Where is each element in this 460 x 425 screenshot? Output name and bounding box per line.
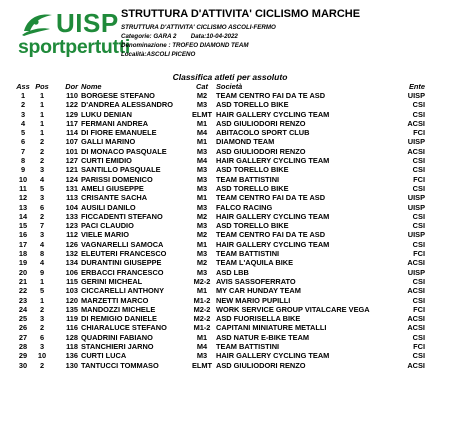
cell-nome: DI FIORE EMANUELE — [81, 128, 157, 138]
cell-nome: ERBACCI FRANCESCO — [81, 267, 164, 277]
col-societa: Società — [216, 82, 243, 91]
cell-ass: 21 — [18, 276, 28, 286]
cell-ass: 4 — [20, 118, 26, 128]
cell-ente: FCI — [413, 342, 425, 352]
cell-cat: M4 — [196, 128, 208, 138]
cell-pos: 3 — [39, 342, 45, 352]
cell-ente: ACSI — [407, 323, 425, 333]
cell-ass: 16 — [18, 230, 28, 240]
cell-dor: 117 — [66, 118, 78, 128]
col-ass: Ass — [16, 82, 30, 91]
classifica-title: Classifica atleti per assoluto — [172, 72, 288, 82]
cell-pos: 1 — [39, 100, 45, 110]
cell-ass: 23 — [18, 295, 28, 305]
cell-cat: M2 — [196, 211, 208, 221]
cell-cat: M2-2 — [193, 304, 211, 314]
cell-nome: STANCHIERI JARNO — [81, 342, 154, 352]
cell-cat: M3 — [196, 183, 208, 193]
cell-soc: TEAM CENTRO FAI DA TE ASD — [216, 230, 326, 240]
logo-uisp-text: UISP — [56, 8, 119, 38]
cell-cat: M2-2 — [193, 276, 211, 286]
table-row — [14, 156, 425, 165]
cell-ass: 29 — [18, 351, 28, 361]
cell-nome: VIELE MARIO — [81, 230, 130, 240]
cell-ass: 25 — [18, 314, 28, 324]
cell-pos: 1 — [39, 118, 45, 128]
cell-ente: CSI — [412, 100, 425, 110]
cell-soc: ASD FUORISELLA BIKE — [216, 314, 301, 324]
table-row — [14, 268, 425, 277]
header-data: Data:10-04-2022 — [190, 33, 238, 40]
cell-ass: 20 — [18, 267, 28, 277]
cell-soc: FALCO RACING — [216, 202, 273, 212]
cell-ente: FCI — [413, 128, 425, 138]
cell-ass: 22 — [18, 286, 28, 296]
cell-nome: MARZETTI MARCO — [81, 295, 149, 305]
cell-pos: 2 — [39, 211, 45, 221]
cell-soc: TEAM BATTISTINI — [216, 249, 280, 259]
cell-dor: 103 — [65, 286, 78, 296]
cell-cat: M3 — [196, 165, 208, 175]
cell-pos: 2 — [39, 323, 45, 333]
cell-cat: M3 — [196, 100, 208, 110]
cell-cat: M2 — [196, 230, 208, 240]
cell-cat: M3 — [196, 249, 208, 259]
cell-soc: ASD TORELLO BIKE — [216, 183, 289, 193]
header-denominazione: Denominazione : TROFEO DIAMOND TEAM — [121, 42, 249, 49]
cell-ente: UISP — [407, 267, 425, 277]
cell-nome: CURTI LUCA — [81, 351, 127, 361]
cell-dor: 115 — [66, 276, 78, 286]
uisp-emblem-icon — [20, 11, 54, 37]
cell-soc: MY CAR HUNDAY TEAM — [216, 286, 301, 296]
cell-soc: ASD TORELLO BIKE — [216, 100, 289, 110]
cell-pos: 5 — [39, 286, 45, 296]
cell-soc: ASD GIULIODORI RENZO — [216, 360, 306, 370]
cell-ass: 14 — [18, 211, 28, 221]
cell-ente: ACSI — [407, 314, 425, 324]
cell-nome: QUADRINI FABIANO — [81, 332, 153, 342]
cell-cat: M2 — [196, 91, 208, 100]
cell-dor: 101 — [65, 146, 78, 156]
cell-dor: 132 — [65, 249, 78, 259]
cell-pos: 8 — [39, 249, 45, 259]
cell-ass: 27 — [18, 332, 28, 342]
cell-ass: 18 — [18, 249, 28, 259]
cell-ente: UISP — [407, 193, 425, 203]
table-row — [14, 193, 425, 202]
cell-nome: CICCARELLI ANTHONY — [81, 286, 165, 296]
col-ente: Ente — [408, 82, 425, 91]
table-row — [14, 203, 425, 212]
cell-soc: ASD GIULIODORI RENZO — [216, 146, 306, 156]
cell-nome: PACI CLAUDIO — [81, 221, 134, 231]
table-row — [14, 351, 425, 360]
cell-nome: D'ANDREA ALESSANDRO — [81, 100, 173, 110]
header-title: STRUTTURA D'ATTIVITA' CICLISMO MARCHE — [121, 8, 361, 20]
cell-cat: M4 — [196, 156, 208, 166]
classifica-table — [14, 83, 425, 370]
cell-soc: DIAMOND TEAM — [216, 137, 275, 147]
col-nome: Nome — [81, 82, 102, 91]
table-row — [14, 258, 425, 267]
header-categoria-row — [121, 33, 238, 40]
col-pos: Pos — [35, 82, 49, 91]
cell-ente: CSI — [412, 165, 425, 175]
cell-dor: 136 — [65, 351, 78, 361]
cell-soc: ASD NATUR E-BIKE TEAM — [216, 332, 310, 342]
col-cat: Cat — [196, 82, 208, 91]
cell-dor: 113 — [66, 193, 78, 203]
cell-soc: WORK SERVICE GROUP VITALCARE VEGA — [216, 304, 370, 314]
cell-dor: 129 — [65, 109, 78, 119]
cell-ente: CSI — [412, 109, 425, 119]
cell-pos: 2 — [39, 137, 45, 147]
col-dor: Dor — [65, 82, 78, 91]
cell-cat: M1 — [196, 332, 208, 342]
cell-cat: M3 — [196, 351, 208, 361]
cell-nome: AMELI GIUSEPPE — [81, 183, 144, 193]
table-header-row — [14, 83, 425, 91]
table-row — [14, 147, 425, 156]
cell-ente: CSI — [412, 156, 425, 166]
cell-ente: CSI — [412, 221, 425, 231]
cell-soc: TEAM BATTISTINI — [216, 342, 280, 352]
cell-dor: 114 — [66, 128, 78, 138]
header-localita: Località:ASCOLI PICENO — [121, 51, 196, 58]
cell-ente: CSI — [412, 351, 425, 361]
cell-dor: 127 — [65, 156, 78, 166]
cell-cat: M3 — [196, 202, 208, 212]
table-row — [14, 137, 425, 146]
cell-dor: 126 — [65, 239, 78, 249]
cell-dor: 135 — [65, 304, 78, 314]
cell-nome: DI MONACO PASQUALE — [81, 146, 167, 156]
cell-pos: 7 — [39, 221, 45, 231]
cell-pos: 3 — [39, 165, 45, 175]
cell-ass: 1 — [20, 91, 26, 100]
cell-ass: 8 — [20, 156, 26, 166]
cell-cat: M2 — [196, 258, 208, 268]
table-row — [14, 286, 425, 295]
cell-cat: M1-2 — [193, 295, 211, 305]
cell-pos: 1 — [39, 295, 45, 305]
uisp-logo — [18, 8, 131, 59]
cell-ass: 17 — [18, 239, 28, 249]
cell-dor: 110 — [66, 91, 78, 100]
cell-ente: UISP — [407, 230, 425, 240]
cell-cat: M1 — [196, 137, 208, 147]
cell-nome: LUKU DENIAN — [81, 109, 132, 119]
cell-dor: 104 — [65, 202, 78, 212]
table-row — [14, 175, 425, 184]
cell-nome: ELEUTERI FRANCESCO — [81, 249, 167, 259]
cell-ente: FCI — [413, 249, 425, 259]
table-row — [14, 91, 425, 100]
cell-ass: 12 — [18, 193, 28, 203]
table-row — [14, 296, 425, 305]
cell-nome: TANTUCCI TOMMASO — [81, 360, 159, 370]
table-row — [14, 305, 425, 314]
table-row — [14, 361, 425, 370]
cell-ente: ACSI — [407, 146, 425, 156]
table-row — [14, 221, 425, 230]
cell-nome: DI REMIGIO DANIELE — [81, 314, 157, 324]
cell-dor: 128 — [65, 332, 78, 342]
cell-nome: VAGNARELLI SAMOCA — [81, 239, 164, 249]
cell-dor: 134 — [65, 258, 78, 268]
table-row — [14, 119, 425, 128]
cell-ente: UISP — [407, 137, 425, 147]
cell-pos: 1 — [39, 109, 45, 119]
cell-cat: M3 — [196, 221, 208, 231]
cell-pos: 3 — [39, 314, 45, 324]
table-row — [14, 323, 425, 332]
cell-cat: M1 — [196, 118, 208, 128]
cell-pos: 4 — [39, 174, 45, 184]
table-row — [14, 277, 425, 286]
cell-soc: TEAM CENTRO FAI DA TE ASD — [216, 193, 326, 203]
cell-ass: 9 — [20, 165, 26, 175]
cell-soc: ASD TORELLO BIKE — [216, 221, 289, 231]
cell-soc: TEAM BATTISTINI — [216, 174, 280, 184]
cell-soc: ASD TORELLO BIKE — [216, 165, 289, 175]
cell-ass: 5 — [20, 128, 26, 138]
cell-cat: M2-2 — [193, 314, 211, 324]
cell-nome: PARISSI DOMENICO — [81, 174, 153, 184]
cell-ass: 13 — [18, 202, 28, 212]
cell-pos: 5 — [39, 183, 45, 193]
cell-ass: 26 — [18, 323, 28, 333]
cell-pos: 2 — [39, 360, 45, 370]
cell-dor: 130 — [65, 360, 78, 370]
cell-pos: 9 — [39, 267, 45, 277]
cell-ente: CSI — [412, 239, 425, 249]
cell-ass: 6 — [20, 137, 26, 147]
cell-soc: HAIR GALLERY CYCLING TEAM — [216, 351, 330, 361]
cell-pos: 6 — [39, 332, 45, 342]
cell-pos: 1 — [39, 276, 45, 286]
cell-ente: ACSI — [407, 258, 425, 268]
cell-ente: UISP — [407, 91, 425, 100]
cell-pos: 2 — [39, 156, 45, 166]
cell-pos: 2 — [39, 304, 45, 314]
cell-dor: 106 — [65, 267, 78, 277]
cell-nome: BORGESE STEFANO — [81, 91, 155, 100]
table-row — [14, 184, 425, 193]
header-categorie: Categorie: GARA 2 — [121, 33, 177, 40]
cell-ass: 24 — [18, 304, 28, 314]
cell-pos: 3 — [39, 193, 45, 203]
cell-cat: M1-2 — [193, 323, 211, 333]
table-row — [14, 333, 425, 342]
cell-cat: M3 — [196, 146, 208, 156]
cell-ass: 15 — [18, 221, 28, 231]
cell-nome: AUSILI DANILO — [81, 202, 136, 212]
cell-ente: CSI — [412, 211, 425, 221]
cell-ente: ACSI — [407, 360, 425, 370]
cell-nome: SANTILLO PASQUALE — [81, 165, 161, 175]
cell-ass: 10 — [18, 174, 28, 184]
cell-nome: CURTI EMIDIO — [81, 156, 132, 166]
cell-ente: UISP — [407, 202, 425, 212]
cell-ass: 11 — [19, 183, 27, 193]
table-row — [14, 165, 425, 174]
cell-ass: 3 — [20, 109, 26, 119]
cell-dor: 122 — [65, 100, 78, 110]
cell-nome: FERMANI ANDREA — [81, 118, 149, 128]
cell-cat: M4 — [196, 342, 208, 352]
cell-dor: 133 — [65, 211, 78, 221]
cell-dor: 131 — [65, 183, 78, 193]
cell-soc: TEAM CENTRO FAI DA TE ASD — [216, 91, 326, 100]
cell-nome: CHIARALUCE STEFANO — [81, 323, 167, 333]
header-struttura: STRUTTURA D'ATTIVITA' CICLISMO ASCOLI-FERMO — [121, 24, 276, 31]
cell-pos: 3 — [39, 230, 45, 240]
table-row — [14, 240, 425, 249]
cell-nome: CRISANTE SACHA — [81, 193, 148, 203]
cell-soc: TEAM L'AQUILA BIKE — [216, 258, 294, 268]
cell-cat: M3 — [196, 267, 208, 277]
cell-pos: 2 — [39, 146, 45, 156]
table-row — [14, 230, 425, 239]
cell-dor: 119 — [66, 314, 78, 324]
cell-pos: 4 — [39, 239, 45, 249]
cell-soc: ABITACOLO SPORT CLUB — [216, 128, 310, 138]
cell-ente: CSI — [412, 183, 425, 193]
cell-dor: 124 — [65, 174, 78, 184]
cell-soc: NEW MARIO PUPILLI — [216, 295, 291, 305]
cell-soc: AVIS SASSOFERRATO — [216, 276, 296, 286]
cell-ente: FCI — [413, 174, 425, 184]
cell-pos: 1 — [39, 128, 45, 138]
cell-ass: 2 — [20, 100, 26, 110]
cell-pos: 4 — [39, 258, 45, 268]
cell-ass: 7 — [20, 146, 26, 156]
cell-dor: 123 — [65, 221, 78, 231]
cell-nome: FICCADENTI STEFANO — [81, 211, 163, 221]
cell-cat: M1 — [196, 193, 208, 203]
cell-pos: 1 — [39, 91, 45, 100]
cell-dor: 121 — [65, 165, 78, 175]
cell-soc: ASD GIULIODORI RENZO — [216, 118, 306, 128]
table-row — [14, 342, 425, 351]
cell-dor: 120 — [65, 295, 78, 305]
cell-dor: 112 — [66, 230, 78, 240]
cell-ass: 30 — [18, 360, 28, 370]
cell-pos: 6 — [39, 202, 45, 212]
cell-soc: CAPITANI MINIATURE METALLI — [216, 323, 327, 333]
cell-soc: HAIR GALLERY CYCLING TEAM — [216, 109, 330, 119]
cell-nome: GALLI MARINO — [81, 137, 136, 147]
cell-nome: GERINI MICHEAL — [81, 276, 143, 286]
cell-soc: ASD LBB — [216, 267, 249, 277]
cell-ass: 28 — [18, 342, 28, 352]
logo-sport-text: sportpertutti — [18, 36, 131, 58]
table-row — [14, 212, 425, 221]
cell-ente: CSI — [412, 276, 425, 286]
table-row — [14, 128, 425, 137]
cell-soc: HAIR GALLERY CYCLING TEAM — [216, 211, 330, 221]
cell-ente: CSI — [412, 332, 425, 342]
cell-cat: M1 — [196, 286, 208, 296]
cell-dor: 107 — [65, 137, 78, 147]
cell-soc: HAIR GALLERY CYCLING TEAM — [216, 156, 330, 166]
cell-cat: ELMT — [191, 109, 213, 119]
cell-cat: ELMT — [191, 360, 213, 370]
cell-pos: 10 — [37, 351, 47, 361]
cell-cat: M3 — [196, 174, 208, 184]
table-row — [14, 110, 425, 119]
cell-ente: ACSI — [407, 286, 425, 296]
cell-nome: MANDOZZI MICHELE — [81, 304, 156, 314]
cell-dor: 116 — [66, 323, 78, 333]
cell-soc: HAIR GALLERY CYCLING TEAM — [216, 239, 330, 249]
cell-ente: ACSI — [407, 118, 425, 128]
cell-dor: 118 — [66, 342, 78, 352]
cell-nome: DURANTINI GIUSEPPE — [81, 258, 162, 268]
table-row — [14, 100, 425, 109]
table-row — [14, 314, 425, 323]
cell-ass: 19 — [18, 258, 28, 268]
cell-ente: CSI — [412, 295, 425, 305]
table-row — [14, 249, 425, 258]
cell-ente: FCI — [413, 304, 425, 314]
cell-cat: M1 — [196, 239, 208, 249]
